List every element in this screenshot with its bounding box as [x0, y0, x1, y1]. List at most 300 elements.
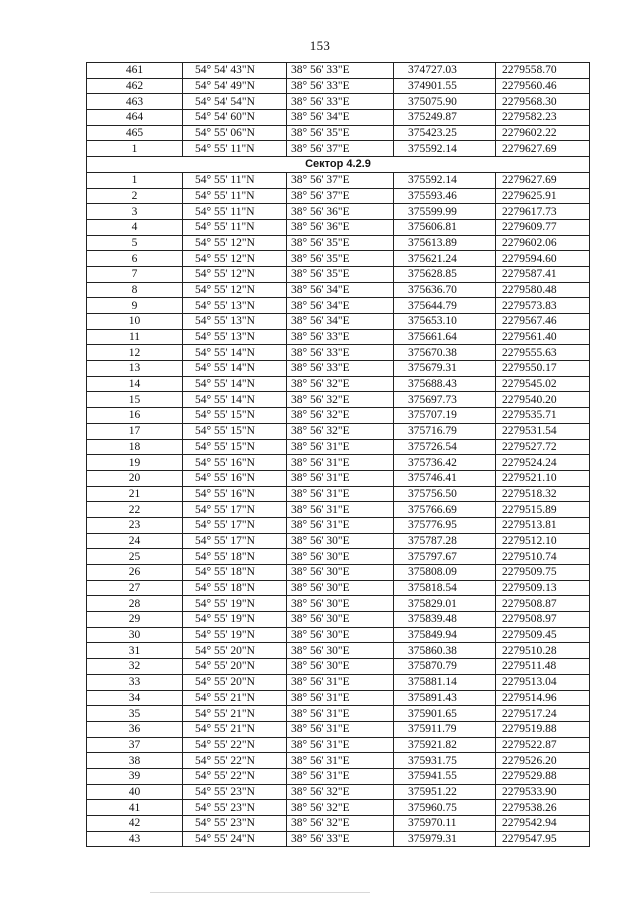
sector-row	[87, 157, 590, 173]
table-row	[87, 94, 590, 110]
x-coordinate-cell: 375860.38	[394, 643, 496, 659]
latitude-cell: 54° 55' 19"N	[183, 627, 287, 643]
page-number: 153	[309, 38, 331, 53]
x-coordinate-cell: 375653.10	[394, 314, 496, 330]
latitude-cell: 54° 55' 23"N	[183, 816, 287, 832]
table-row	[87, 753, 590, 769]
table-row	[87, 502, 590, 518]
x-coordinate-cell: 375075.90	[394, 94, 496, 110]
y-coordinate-cell: 2279508.87	[496, 596, 590, 612]
y-coordinate-cell: 2279533.90	[496, 784, 590, 800]
y-coordinate-cell: 2279518.32	[496, 486, 590, 502]
longitude-cell: 38° 56' 32"E	[287, 816, 394, 832]
table-row	[87, 674, 590, 690]
latitude-cell: 54° 55' 14"N	[183, 376, 287, 392]
latitude-cell: 54° 55' 14"N	[183, 345, 287, 361]
x-coordinate-cell: 375911.79	[394, 721, 496, 737]
y-coordinate-cell: 2279609.77	[496, 219, 590, 235]
y-coordinate-cell: 2279602.06	[496, 235, 590, 251]
latitude-cell: 54° 55' 11"N	[183, 172, 287, 188]
latitude-cell: 54° 54' 60"N	[183, 110, 287, 126]
point-number-cell: 9	[87, 298, 183, 314]
sector-header-group	[87, 157, 590, 173]
point-number-cell: 14	[87, 376, 183, 392]
longitude-cell: 38° 56' 35"E	[287, 235, 394, 251]
latitude-cell: 54° 55' 16"N	[183, 486, 287, 502]
x-coordinate-cell: 375592.14	[394, 172, 496, 188]
longitude-cell: 38° 56' 37"E	[287, 141, 394, 157]
y-coordinate-cell: 2279511.48	[496, 659, 590, 675]
y-coordinate-cell: 2279519.88	[496, 721, 590, 737]
longitude-cell: 38° 56' 33"E	[287, 361, 394, 377]
y-coordinate-cell: 2279560.46	[496, 78, 590, 94]
point-number-cell: 464	[87, 110, 183, 126]
y-coordinate-cell: 2279535.71	[496, 408, 590, 424]
latitude-cell: 54° 55' 22"N	[183, 753, 287, 769]
y-coordinate-cell: 2279517.24	[496, 706, 590, 722]
y-coordinate-cell: 2279529.88	[496, 768, 590, 784]
y-coordinate-cell: 2279550.17	[496, 361, 590, 377]
latitude-cell: 54° 55' 17"N	[183, 517, 287, 533]
table-row	[87, 110, 590, 126]
y-coordinate-cell: 2279587.41	[496, 266, 590, 282]
y-coordinate-cell: 2279573.83	[496, 298, 590, 314]
longitude-cell: 38° 56' 31"E	[287, 486, 394, 502]
y-coordinate-cell: 2279540.20	[496, 392, 590, 408]
y-coordinate-cell: 2279558.70	[496, 63, 590, 79]
table-row	[87, 470, 590, 486]
sector-title: Сектор 4.2.9	[87, 157, 590, 173]
longitude-cell: 38° 56' 34"E	[287, 110, 394, 126]
latitude-cell: 54° 55' 22"N	[183, 737, 287, 753]
x-coordinate-cell: 375688.43	[394, 376, 496, 392]
y-coordinate-cell: 2279582.23	[496, 110, 590, 126]
x-coordinate-cell: 375670.38	[394, 345, 496, 361]
x-coordinate-cell: 375787.28	[394, 533, 496, 549]
x-coordinate-cell: 375599.99	[394, 204, 496, 220]
x-coordinate-cell: 375621.24	[394, 251, 496, 267]
longitude-cell: 38° 56' 36"E	[287, 219, 394, 235]
x-coordinate-cell: 375766.69	[394, 502, 496, 518]
point-number-cell: 20	[87, 470, 183, 486]
table-row	[87, 63, 590, 79]
latitude-cell: 54° 55' 23"N	[183, 784, 287, 800]
x-coordinate-cell: 375951.22	[394, 784, 496, 800]
table-row	[87, 219, 590, 235]
table-row	[87, 721, 590, 737]
point-number-cell: 13	[87, 361, 183, 377]
longitude-cell: 38° 56' 31"E	[287, 502, 394, 518]
point-number-cell: 18	[87, 439, 183, 455]
y-coordinate-cell: 2279627.69	[496, 141, 590, 157]
latitude-cell: 54° 55' 23"N	[183, 800, 287, 816]
longitude-cell: 38° 56' 30"E	[287, 659, 394, 675]
point-number-cell: 43	[87, 831, 183, 847]
point-number-cell: 462	[87, 78, 183, 94]
y-coordinate-cell: 2279555.63	[496, 345, 590, 361]
y-coordinate-cell: 2279594.60	[496, 251, 590, 267]
table-row	[87, 800, 590, 816]
longitude-cell: 38° 56' 34"E	[287, 282, 394, 298]
longitude-cell: 38° 56' 30"E	[287, 643, 394, 659]
y-coordinate-cell: 2279509.13	[496, 580, 590, 596]
table-row	[87, 816, 590, 832]
point-number-cell: 22	[87, 502, 183, 518]
point-number-cell: 26	[87, 565, 183, 581]
longitude-cell: 38° 56' 32"E	[287, 392, 394, 408]
longitude-cell: 38° 56' 33"E	[287, 94, 394, 110]
longitude-cell: 38° 56' 30"E	[287, 627, 394, 643]
longitude-cell: 38° 56' 30"E	[287, 549, 394, 565]
table-row	[87, 361, 590, 377]
point-number-cell: 36	[87, 721, 183, 737]
point-number-cell: 33	[87, 674, 183, 690]
x-coordinate-cell: 375606.81	[394, 219, 496, 235]
table-row	[87, 737, 590, 753]
latitude-cell: 54° 55' 11"N	[183, 141, 287, 157]
table-row	[87, 706, 590, 722]
x-coordinate-cell: 375931.75	[394, 753, 496, 769]
table-row	[87, 831, 590, 847]
y-coordinate-cell: 2279617.73	[496, 204, 590, 220]
point-number-cell: 39	[87, 768, 183, 784]
latitude-cell: 54° 55' 06"N	[183, 125, 287, 141]
longitude-cell: 38° 56' 33"E	[287, 831, 394, 847]
longitude-cell: 38° 56' 31"E	[287, 753, 394, 769]
latitude-cell: 54° 55' 18"N	[183, 565, 287, 581]
point-number-cell: 40	[87, 784, 183, 800]
y-coordinate-cell: 2279542.94	[496, 816, 590, 832]
table-row	[87, 282, 590, 298]
x-coordinate-cell: 375970.11	[394, 816, 496, 832]
longitude-cell: 38° 56' 32"E	[287, 423, 394, 439]
x-coordinate-cell: 375808.09	[394, 565, 496, 581]
point-number-cell: 32	[87, 659, 183, 675]
y-coordinate-cell: 2279531.54	[496, 423, 590, 439]
latitude-cell: 54° 55' 19"N	[183, 596, 287, 612]
longitude-cell: 38° 56' 33"E	[287, 345, 394, 361]
point-number-cell: 5	[87, 235, 183, 251]
x-coordinate-cell: 375726.54	[394, 439, 496, 455]
x-coordinate-cell: 375891.43	[394, 690, 496, 706]
latitude-cell: 54° 55' 24"N	[183, 831, 287, 847]
table-row	[87, 251, 590, 267]
longitude-cell: 38° 56' 32"E	[287, 376, 394, 392]
y-coordinate-cell: 2279509.45	[496, 627, 590, 643]
point-number-cell: 41	[87, 800, 183, 816]
table-row	[87, 141, 590, 157]
point-number-cell: 1	[87, 172, 183, 188]
point-number-cell: 17	[87, 423, 183, 439]
x-coordinate-cell: 375736.42	[394, 455, 496, 471]
x-coordinate-cell: 375644.79	[394, 298, 496, 314]
x-coordinate-cell: 375941.55	[394, 768, 496, 784]
x-coordinate-cell: 375628.85	[394, 266, 496, 282]
y-coordinate-cell: 2279545.02	[496, 376, 590, 392]
y-coordinate-cell: 2279509.75	[496, 565, 590, 581]
x-coordinate-cell: 375797.67	[394, 549, 496, 565]
longitude-cell: 38° 56' 32"E	[287, 408, 394, 424]
x-coordinate-cell: 374901.55	[394, 78, 496, 94]
table-row	[87, 345, 590, 361]
point-number-cell: 19	[87, 455, 183, 471]
x-coordinate-cell: 375707.19	[394, 408, 496, 424]
y-coordinate-cell: 2279627.69	[496, 172, 590, 188]
longitude-cell: 38° 56' 37"E	[287, 172, 394, 188]
x-coordinate-cell: 375661.64	[394, 329, 496, 345]
x-coordinate-cell: 375592.14	[394, 141, 496, 157]
longitude-cell: 38° 56' 31"E	[287, 439, 394, 455]
y-coordinate-cell: 2279510.74	[496, 549, 590, 565]
table-row	[87, 235, 590, 251]
latitude-cell: 54° 55' 14"N	[183, 361, 287, 377]
scan-artifact-line	[150, 892, 370, 893]
x-coordinate-cell: 375818.54	[394, 580, 496, 596]
latitude-cell: 54° 54' 49"N	[183, 78, 287, 94]
longitude-cell: 38° 56' 30"E	[287, 612, 394, 628]
point-number-cell: 27	[87, 580, 183, 596]
latitude-cell: 54° 55' 12"N	[183, 282, 287, 298]
latitude-cell: 54° 54' 54"N	[183, 94, 287, 110]
point-number-cell: 30	[87, 627, 183, 643]
latitude-cell: 54° 55' 20"N	[183, 643, 287, 659]
longitude-cell: 38° 56' 33"E	[287, 78, 394, 94]
table-row	[87, 329, 590, 345]
table-row	[87, 172, 590, 188]
x-coordinate-cell: 375716.79	[394, 423, 496, 439]
table-row	[87, 486, 590, 502]
x-coordinate-cell: 375636.70	[394, 282, 496, 298]
x-coordinate-cell: 375979.31	[394, 831, 496, 847]
point-number-cell: 8	[87, 282, 183, 298]
point-number-cell: 1	[87, 141, 183, 157]
x-coordinate-cell: 375423.25	[394, 125, 496, 141]
y-coordinate-cell: 2279524.24	[496, 455, 590, 471]
x-coordinate-cell: 375613.89	[394, 235, 496, 251]
longitude-cell: 38° 56' 31"E	[287, 470, 394, 486]
latitude-cell: 54° 55' 12"N	[183, 235, 287, 251]
latitude-cell: 54° 54' 43"N	[183, 63, 287, 79]
longitude-cell: 38° 56' 34"E	[287, 314, 394, 330]
table-row	[87, 533, 590, 549]
x-coordinate-cell: 375849.94	[394, 627, 496, 643]
latitude-cell: 54° 55' 21"N	[183, 706, 287, 722]
x-coordinate-cell: 375249.87	[394, 110, 496, 126]
y-coordinate-cell: 2279547.95	[496, 831, 590, 847]
point-number-cell: 6	[87, 251, 183, 267]
y-coordinate-cell: 2279508.97	[496, 612, 590, 628]
longitude-cell: 38° 56' 30"E	[287, 533, 394, 549]
latitude-cell: 54° 55' 21"N	[183, 690, 287, 706]
y-coordinate-cell: 2279568.30	[496, 94, 590, 110]
table-row	[87, 188, 590, 204]
table-row	[87, 517, 590, 533]
y-coordinate-cell: 2279526.20	[496, 753, 590, 769]
rows-before-sector	[87, 63, 590, 157]
x-coordinate-cell: 375839.48	[394, 612, 496, 628]
x-coordinate-cell: 375593.46	[394, 188, 496, 204]
longitude-cell: 38° 56' 37"E	[287, 188, 394, 204]
y-coordinate-cell: 2279510.28	[496, 643, 590, 659]
table-row	[87, 376, 590, 392]
rows-after-sector	[87, 172, 590, 847]
longitude-cell: 38° 56' 30"E	[287, 565, 394, 581]
point-number-cell: 34	[87, 690, 183, 706]
table-row	[87, 392, 590, 408]
point-number-cell: 10	[87, 314, 183, 330]
longitude-cell: 38° 56' 34"E	[287, 298, 394, 314]
latitude-cell: 54° 55' 17"N	[183, 502, 287, 518]
point-number-cell: 12	[87, 345, 183, 361]
latitude-cell: 54° 55' 21"N	[183, 721, 287, 737]
latitude-cell: 54° 55' 19"N	[183, 612, 287, 628]
longitude-cell: 38° 56' 36"E	[287, 204, 394, 220]
latitude-cell: 54° 55' 17"N	[183, 533, 287, 549]
longitude-cell: 38° 56' 30"E	[287, 580, 394, 596]
longitude-cell: 38° 56' 33"E	[287, 329, 394, 345]
y-coordinate-cell: 2279515.89	[496, 502, 590, 518]
latitude-cell: 54° 55' 13"N	[183, 329, 287, 345]
y-coordinate-cell: 2279567.46	[496, 314, 590, 330]
point-number-cell: 35	[87, 706, 183, 722]
longitude-cell: 38° 56' 35"E	[287, 125, 394, 141]
y-coordinate-cell: 2279522.87	[496, 737, 590, 753]
latitude-cell: 54° 55' 14"N	[183, 392, 287, 408]
point-number-cell: 31	[87, 643, 183, 659]
point-number-cell: 28	[87, 596, 183, 612]
longitude-cell: 38° 56' 31"E	[287, 690, 394, 706]
latitude-cell: 54° 55' 15"N	[183, 439, 287, 455]
latitude-cell: 54° 55' 18"N	[183, 549, 287, 565]
y-coordinate-cell: 2279527.72	[496, 439, 590, 455]
latitude-cell: 54° 55' 13"N	[183, 298, 287, 314]
latitude-cell: 54° 55' 20"N	[183, 659, 287, 675]
x-coordinate-cell: 375870.79	[394, 659, 496, 675]
y-coordinate-cell: 2279602.22	[496, 125, 590, 141]
longitude-cell: 38° 56' 31"E	[287, 768, 394, 784]
x-coordinate-cell: 375960.75	[394, 800, 496, 816]
latitude-cell: 54° 55' 16"N	[183, 455, 287, 471]
longitude-cell: 38° 56' 32"E	[287, 784, 394, 800]
x-coordinate-cell: 375746.41	[394, 470, 496, 486]
y-coordinate-cell: 2279513.81	[496, 517, 590, 533]
table-row	[87, 125, 590, 141]
longitude-cell: 38° 56' 31"E	[287, 674, 394, 690]
table-row	[87, 565, 590, 581]
point-number-cell: 11	[87, 329, 183, 345]
y-coordinate-cell: 2279513.04	[496, 674, 590, 690]
longitude-cell: 38° 56' 31"E	[287, 517, 394, 533]
y-coordinate-cell: 2279580.48	[496, 282, 590, 298]
point-number-cell: 38	[87, 753, 183, 769]
latitude-cell: 54° 55' 18"N	[183, 580, 287, 596]
longitude-cell: 38° 56' 35"E	[287, 251, 394, 267]
latitude-cell: 54° 55' 16"N	[183, 470, 287, 486]
table-row	[87, 612, 590, 628]
latitude-cell: 54° 55' 15"N	[183, 408, 287, 424]
x-coordinate-cell: 375829.01	[394, 596, 496, 612]
table-row	[87, 298, 590, 314]
y-coordinate-cell: 2279521.10	[496, 470, 590, 486]
table-row	[87, 784, 590, 800]
latitude-cell: 54° 55' 11"N	[183, 219, 287, 235]
table-row	[87, 768, 590, 784]
point-number-cell: 3	[87, 204, 183, 220]
table-row	[87, 643, 590, 659]
point-number-cell: 7	[87, 266, 183, 282]
point-number-cell: 2	[87, 188, 183, 204]
y-coordinate-cell: 2279538.26	[496, 800, 590, 816]
table-row	[87, 690, 590, 706]
point-number-cell: 15	[87, 392, 183, 408]
point-number-cell: 16	[87, 408, 183, 424]
latitude-cell: 54° 55' 13"N	[183, 314, 287, 330]
table-row	[87, 627, 590, 643]
table-row	[87, 659, 590, 675]
x-coordinate-cell: 375921.82	[394, 737, 496, 753]
latitude-cell: 54° 55' 22"N	[183, 768, 287, 784]
y-coordinate-cell: 2279561.40	[496, 329, 590, 345]
x-coordinate-cell: 375881.14	[394, 674, 496, 690]
coordinates-table	[86, 62, 590, 847]
longitude-cell: 38° 56' 31"E	[287, 737, 394, 753]
longitude-cell: 38° 56' 33"E	[287, 63, 394, 79]
x-coordinate-cell: 375679.31	[394, 361, 496, 377]
latitude-cell: 54° 55' 20"N	[183, 674, 287, 690]
table-row	[87, 204, 590, 220]
point-number-cell: 42	[87, 816, 183, 832]
table-row	[87, 423, 590, 439]
point-number-cell: 4	[87, 219, 183, 235]
longitude-cell: 38° 56' 31"E	[287, 721, 394, 737]
point-number-cell: 21	[87, 486, 183, 502]
x-coordinate-cell: 375776.95	[394, 517, 496, 533]
point-number-cell: 465	[87, 125, 183, 141]
latitude-cell: 54° 55' 12"N	[183, 251, 287, 267]
point-number-cell: 29	[87, 612, 183, 628]
latitude-cell: 54° 55' 11"N	[183, 204, 287, 220]
y-coordinate-cell: 2279625.91	[496, 188, 590, 204]
point-number-cell: 24	[87, 533, 183, 549]
longitude-cell: 38° 56' 30"E	[287, 596, 394, 612]
point-number-cell: 37	[87, 737, 183, 753]
longitude-cell: 38° 56' 31"E	[287, 706, 394, 722]
point-number-cell: 25	[87, 549, 183, 565]
point-number-cell: 23	[87, 517, 183, 533]
x-coordinate-cell: 374727.03	[394, 63, 496, 79]
table-row	[87, 314, 590, 330]
table-row	[87, 78, 590, 94]
latitude-cell: 54° 55' 11"N	[183, 188, 287, 204]
table-row	[87, 580, 590, 596]
latitude-cell: 54° 55' 12"N	[183, 266, 287, 282]
longitude-cell: 38° 56' 32"E	[287, 800, 394, 816]
longitude-cell: 38° 56' 31"E	[287, 455, 394, 471]
y-coordinate-cell: 2279512.10	[496, 533, 590, 549]
x-coordinate-cell: 375697.73	[394, 392, 496, 408]
latitude-cell: 54° 55' 15"N	[183, 423, 287, 439]
point-number-cell: 461	[87, 63, 183, 79]
table-row	[87, 596, 590, 612]
x-coordinate-cell: 375756.50	[394, 486, 496, 502]
y-coordinate-cell: 2279514.96	[496, 690, 590, 706]
table-row	[87, 549, 590, 565]
x-coordinate-cell: 375901.65	[394, 706, 496, 722]
point-number-cell: 463	[87, 94, 183, 110]
table-row	[87, 439, 590, 455]
table-row	[87, 455, 590, 471]
table-row	[87, 266, 590, 282]
